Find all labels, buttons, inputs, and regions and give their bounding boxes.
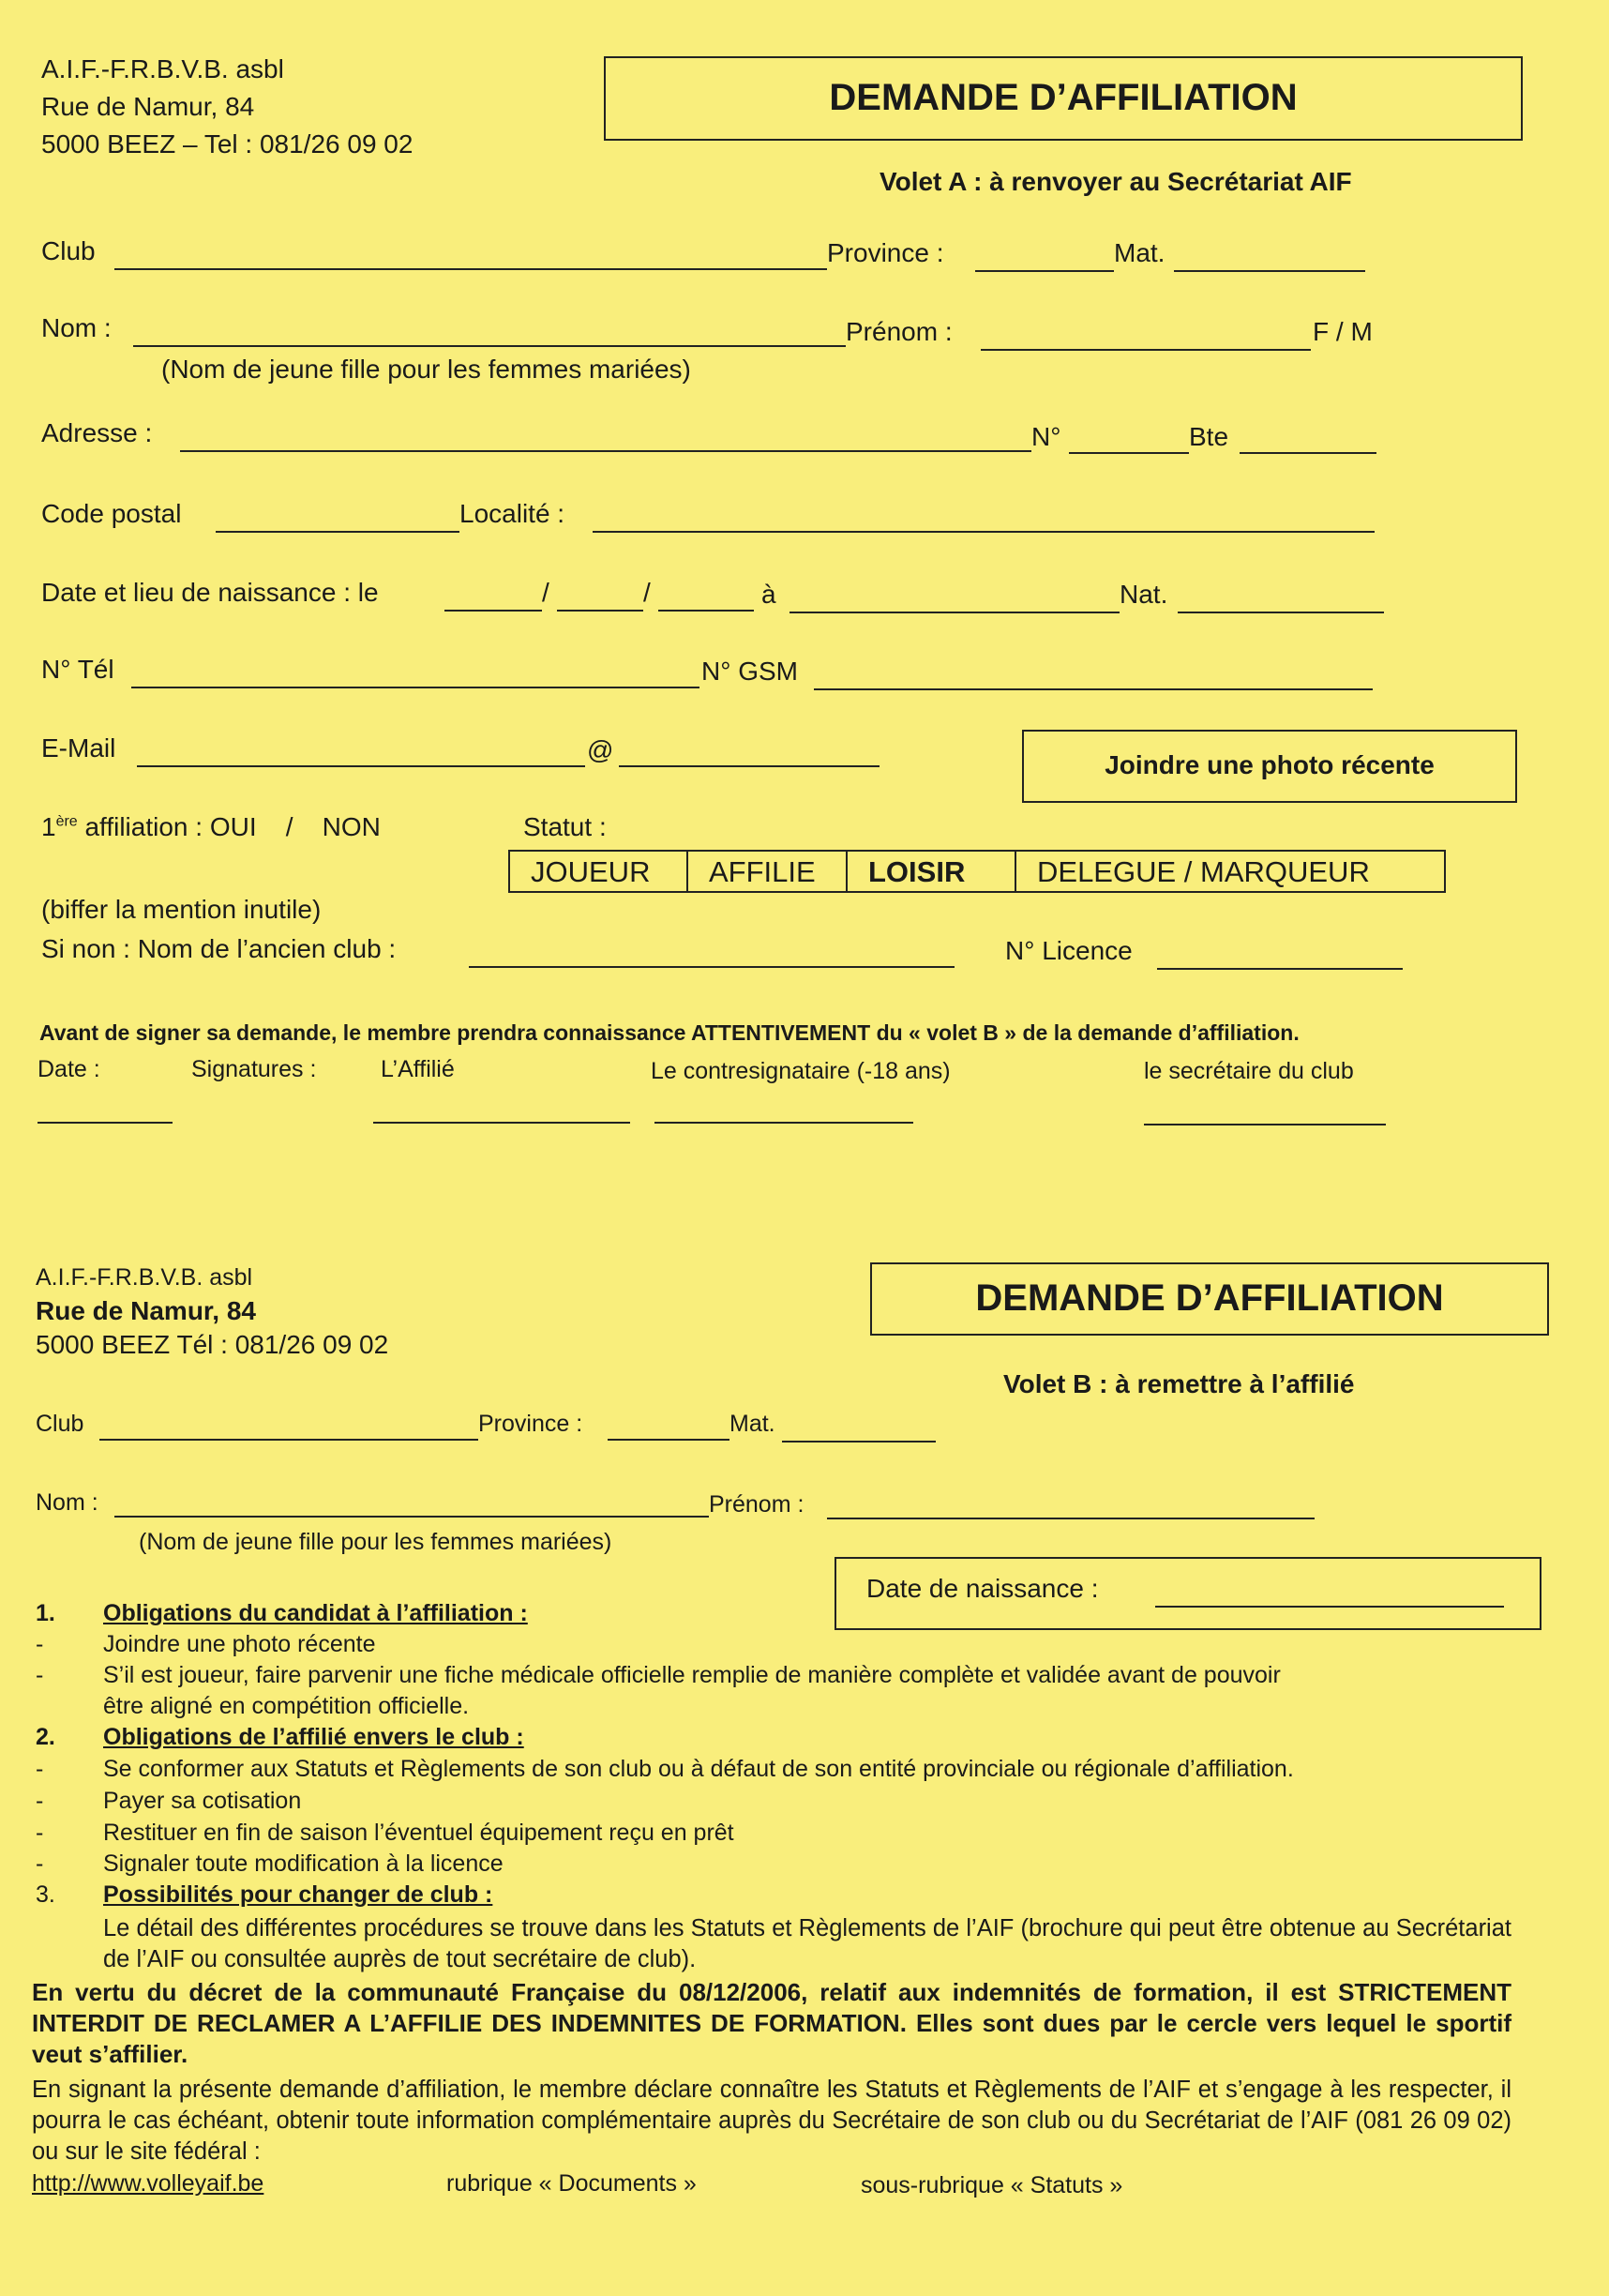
org-street: Rue de Namur, 84 bbox=[41, 92, 255, 121]
date-slash: / bbox=[643, 578, 651, 607]
statut-option-joueur[interactable]: JOUEUR bbox=[509, 851, 687, 892]
first-num: 1 bbox=[41, 812, 56, 841]
photo-label: Joindre une photo récente bbox=[1105, 750, 1435, 779]
gsm-field[interactable] bbox=[814, 688, 1373, 690]
contresignataire-signature-field[interactable] bbox=[654, 1122, 913, 1124]
secretaire-signature-field[interactable] bbox=[1144, 1124, 1386, 1125]
list-item: Signaler toute modification à la licence bbox=[103, 1850, 504, 1877]
list-dash: - bbox=[36, 1820, 44, 1846]
club-label: Club bbox=[41, 236, 96, 265]
date-naissance-box bbox=[835, 1557, 1541, 1630]
org-name: A.I.F.-F.R.B.V.B. asbl bbox=[41, 54, 284, 83]
numero-label: N° bbox=[1031, 422, 1061, 451]
email-label: E-Mail bbox=[41, 733, 116, 763]
code-postal-field[interactable] bbox=[216, 531, 459, 533]
birth-month-field[interactable] bbox=[557, 610, 643, 612]
email-domain-field[interactable] bbox=[619, 765, 880, 767]
avant-notice: Avant de signer sa demande, le membre prendra connaissance ATTENTIVEMENT du « volet B » de la demande d’affiliation. bbox=[39, 1020, 1300, 1045]
licence-field[interactable] bbox=[1157, 968, 1403, 970]
section-heading: Obligations du candidat à l’affiliation : bbox=[103, 1600, 528, 1626]
code-postal-label: Code postal bbox=[41, 499, 182, 528]
statut-label: Statut : bbox=[523, 812, 607, 841]
list-item: Restituer en fin de saison l’éventuel équipement reçu en prêt bbox=[103, 1820, 734, 1846]
adresse-label: Adresse : bbox=[41, 418, 153, 447]
sous-rubrique-label: sous-rubrique « Statuts » bbox=[861, 2172, 1123, 2198]
list-item: Se conformer aux Statuts et Règlements de son club ou à défaut de son entité provinciale ou régionale d’affiliation. bbox=[103, 1756, 1294, 1782]
date-naissance-field[interactable] bbox=[1155, 1606, 1504, 1608]
date-slash: / bbox=[542, 578, 549, 607]
nom-label: Nom : bbox=[41, 313, 112, 342]
photo-box bbox=[1022, 730, 1517, 803]
list-item: Payer sa cotisation bbox=[103, 1788, 302, 1814]
list-item: S’il est joueur, faire parvenir une fiche médicale officielle remplie de manière complète et validée avant de pouvoir bbox=[103, 1662, 1281, 1688]
volet-b-subtitle: Volet B : à remettre à l’affilié bbox=[1003, 1369, 1355, 1398]
section-number: 1. bbox=[36, 1600, 55, 1626]
list-item: Joindre une photo récente bbox=[103, 1631, 376, 1657]
at-sign: @ bbox=[587, 735, 614, 764]
province-label: Province : bbox=[478, 1411, 583, 1437]
club-label: Club bbox=[36, 1411, 84, 1437]
statut-option-affilie[interactable]: AFFILIE bbox=[687, 851, 847, 892]
mat-label: Mat. bbox=[729, 1411, 775, 1437]
licence-label: N° Licence bbox=[1005, 936, 1133, 965]
mat-field[interactable] bbox=[782, 1441, 936, 1443]
list-dash: - bbox=[36, 1850, 44, 1877]
list-item: être aligné en compétition officielle. bbox=[103, 1693, 470, 1719]
biffer-note: (biffer la mention inutile) bbox=[41, 895, 322, 924]
tel-field[interactable] bbox=[131, 687, 699, 688]
localite-field[interactable] bbox=[593, 531, 1375, 533]
sex-label: F / M bbox=[1313, 317, 1373, 346]
first-sup: ère bbox=[55, 813, 78, 830]
statut-table bbox=[508, 850, 1446, 893]
nom-note: (Nom de jeune fille pour les femmes mariées) bbox=[139, 1529, 612, 1555]
statut-option-delegue[interactable]: DELEGUE / MARQUEUR bbox=[1015, 851, 1445, 892]
province-label: Province : bbox=[827, 238, 944, 267]
section-number: 3. bbox=[36, 1881, 55, 1908]
ancien-club-field[interactable] bbox=[469, 966, 955, 968]
statut-option-loisir[interactable]: LOISIR bbox=[847, 851, 1015, 892]
mat-label: Mat. bbox=[1114, 238, 1165, 267]
decret-notice: En vertu du décret de la communauté Française du 08/12/2006, relatif aux indemnités de formation, il est STRICTEMENT INTERDIT DE RECLAMER A L’AFFILIE DES INDEMNITES DE FORMATION. Elles sont dues par le cercle vers lequel le sportif veut s’affilier. bbox=[32, 1978, 1511, 2068]
date-lieu-label: Date et lieu de naissance : le bbox=[41, 578, 379, 607]
signatures-label: Signatures : bbox=[191, 1056, 317, 1082]
affilie-label: L’Affilié bbox=[381, 1056, 455, 1082]
birth-year-field[interactable] bbox=[658, 610, 754, 612]
date-label: Date : bbox=[38, 1056, 100, 1082]
club-field[interactable] bbox=[99, 1439, 478, 1441]
gsm-label: N° GSM bbox=[701, 657, 798, 686]
prenom-field[interactable] bbox=[827, 1518, 1315, 1519]
first-affiliation bbox=[41, 812, 381, 842]
secretaire-label: le secrétaire du club bbox=[1144, 1058, 1354, 1084]
numero-field[interactable] bbox=[1069, 452, 1189, 454]
org-street: Rue de Namur, 84 bbox=[36, 1296, 256, 1325]
list-dash: - bbox=[36, 1788, 44, 1814]
bte-field[interactable] bbox=[1240, 452, 1376, 454]
adresse-field[interactable] bbox=[180, 450, 1031, 452]
province-field[interactable] bbox=[608, 1439, 729, 1441]
section-heading: Obligations de l’affilié envers le club : bbox=[103, 1724, 524, 1750]
list-dash: - bbox=[36, 1631, 44, 1657]
prenom-field[interactable] bbox=[981, 349, 1311, 351]
province-field[interactable] bbox=[975, 270, 1114, 272]
birth-place-field[interactable] bbox=[789, 612, 1120, 613]
org-name: A.I.F.-F.R.B.V.B. asbl bbox=[36, 1264, 253, 1291]
signant-text: En signant la présente demande d’affiliation, le membre déclare connaître les Statuts et Règlements de l’AIF et s’engage à les respecter, il pourra le cas échéant, obtenir toute information complémentaire auprès du Secrétaire de son club ou du Secrétariat de l’AIF (081 26 09 02) ou sur le site fédéral : bbox=[32, 2077, 1511, 2165]
page-title: DEMANDE D’AFFILIATION bbox=[975, 1277, 1444, 1319]
email-user-field[interactable] bbox=[137, 765, 585, 767]
contresignataire-label: Le contresignataire (-18 ans) bbox=[651, 1058, 951, 1084]
nat-label: Nat. bbox=[1120, 580, 1168, 609]
nom-field[interactable] bbox=[133, 345, 846, 347]
list-dash: - bbox=[36, 1756, 44, 1782]
org-city-tel: 5000 BEEZ Tél : 081/26 09 02 bbox=[36, 1330, 389, 1359]
page-title: DEMANDE D’AFFILIATION bbox=[829, 77, 1298, 118]
club-field[interactable] bbox=[114, 268, 827, 270]
title-box bbox=[604, 56, 1523, 141]
title-box bbox=[870, 1262, 1549, 1336]
date-naissance-label: Date de naissance : bbox=[866, 1574, 1099, 1603]
prenom-label: Prénom : bbox=[846, 317, 953, 346]
website-link[interactable]: http://www.volleyaif.be bbox=[32, 2170, 264, 2197]
tel-label: N° Tél bbox=[41, 655, 114, 684]
date-signature-field[interactable] bbox=[38, 1122, 173, 1124]
mat-field[interactable] bbox=[1174, 270, 1365, 272]
rubrique-label: rubrique « Documents » bbox=[446, 2170, 697, 2197]
bte-label: Bte bbox=[1189, 422, 1229, 451]
localite-label: Localité : bbox=[459, 499, 565, 528]
nom-label: Nom : bbox=[36, 1489, 98, 1516]
birth-day-field[interactable] bbox=[444, 610, 542, 612]
a-label: à bbox=[761, 580, 776, 609]
nom-field[interactable] bbox=[114, 1516, 709, 1518]
org-city-tel: 5000 BEEZ – Tel : 081/26 09 02 bbox=[41, 129, 414, 159]
section-heading: Possibilités pour changer de club : bbox=[103, 1881, 493, 1908]
si-non-label: Si non : Nom de l’ancien club : bbox=[41, 934, 397, 963]
section-number: 2. bbox=[36, 1724, 55, 1750]
prenom-label: Prénom : bbox=[709, 1491, 804, 1518]
list-dash: - bbox=[36, 1662, 44, 1688]
section-text: Le détail des différentes procédures se trouve dans les Statuts et Règlements de l’AIF (brochure qui peut être obtenue au Secrétariat de l’AIF ou consultée auprès de tout secrétaire de club). bbox=[103, 1915, 1511, 1972]
nationality-field[interactable] bbox=[1178, 612, 1384, 613]
affilie-signature-field[interactable] bbox=[373, 1122, 630, 1124]
volet-a-subtitle: Volet A : à renvoyer au Secrétariat AIF bbox=[880, 167, 1352, 196]
first-affiliation-choice[interactable]: affiliation : OUI / NON bbox=[77, 812, 381, 841]
nom-note: (Nom de jeune fille pour les femmes mariées) bbox=[161, 355, 691, 384]
